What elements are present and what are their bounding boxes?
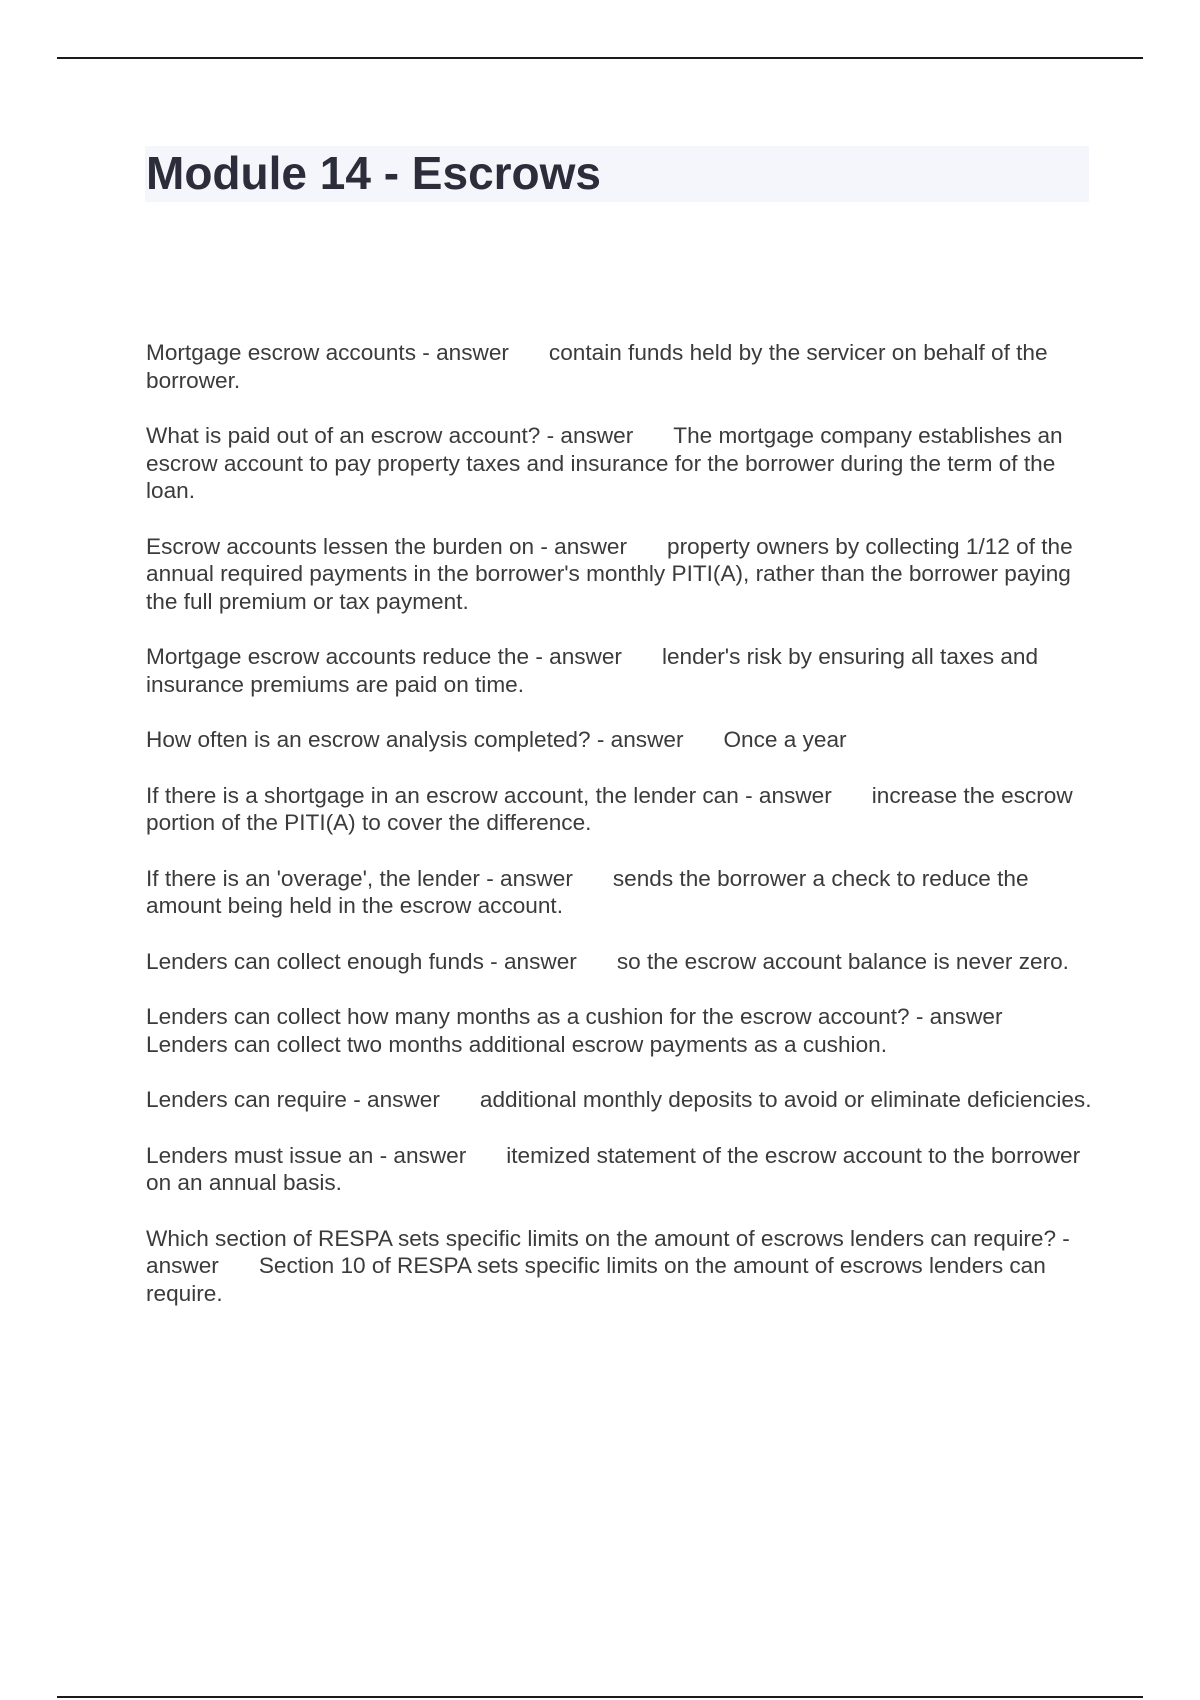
question: If there is an 'overage', the lender - answer [146,865,573,891]
qa-item [146,1086,1096,1114]
answer: additional monthly deposits to avoid or eliminate deficiencies. [479,1087,1092,1112]
qa-item [146,1225,1096,1308]
qa-item [146,643,1096,698]
qa-item [146,865,1096,920]
qa-item [146,422,1096,505]
question: What is paid out of an escrow account? - answer [146,423,634,448]
qa-list [146,339,1096,1335]
answer: contain funds held by the servicer on behalf of the borrower. [146,340,1048,393]
answer: Lenders can collect two months additional escrow payments as a cushion. [146,1031,887,1057]
top-rule [57,57,1143,59]
question: Lenders can collect how many months as a cushion for the escrow account? - answer [146,1004,1003,1029]
question: If there is a shortgage in an escrow account, the lender can - answer [146,782,832,808]
answer: Section 10 of RESPA sets specific limits on the amount of escrows lenders can require. [146,1253,1046,1306]
question: Mortgage escrow accounts reduce the - answer [146,644,622,669]
qa-item [146,1003,1096,1058]
qa-item [146,1142,1096,1197]
answer: Once a year [723,727,847,752]
answer: itemized statement of the escrow account to the borrower on an annual basis. [146,1142,1081,1195]
question: Lenders can require - answer [146,1087,440,1112]
qa-item [146,339,1096,394]
qa-item [146,948,1096,976]
qa-item [146,533,1096,616]
question: How often is an escrow analysis completed? - answer [146,727,684,752]
qa-item [146,782,1096,837]
question: Lenders must issue an - answer [146,1142,467,1168]
answer: lender's risk by ensuring all taxes and insurance premiums are paid on time. [146,644,1039,697]
question: Mortgage escrow accounts - answer [146,340,509,365]
answer: The mortgage company establishes an escrow account to pay property taxes and insurance for the borrower during the term of the loan. [146,423,1063,503]
question: Lenders can collect enough funds - answer [146,948,577,974]
answer: sends the borrower a check to reduce the amount being held in the escrow account. [146,865,1029,918]
answer: property owners by collecting 1/12 of the annual required payments in the borrower's monthly PITI(A), rather than the borrower paying the full premium or tax payment. [146,533,1073,614]
bottom-rule [57,1696,1143,1698]
question: Escrow accounts lessen the burden on - answer [146,533,627,559]
page-title: Module 14 - Escrows [146,147,602,199]
qa-item [146,726,1096,754]
question: Which section of RESPA sets specific limits on the amount of escrows lenders can require? - answer [146,1225,1070,1278]
answer: so the escrow account balance is never zero. [616,948,1069,974]
answer: increase the escrow portion of the PITI(A) to cover the difference. [146,782,1073,835]
